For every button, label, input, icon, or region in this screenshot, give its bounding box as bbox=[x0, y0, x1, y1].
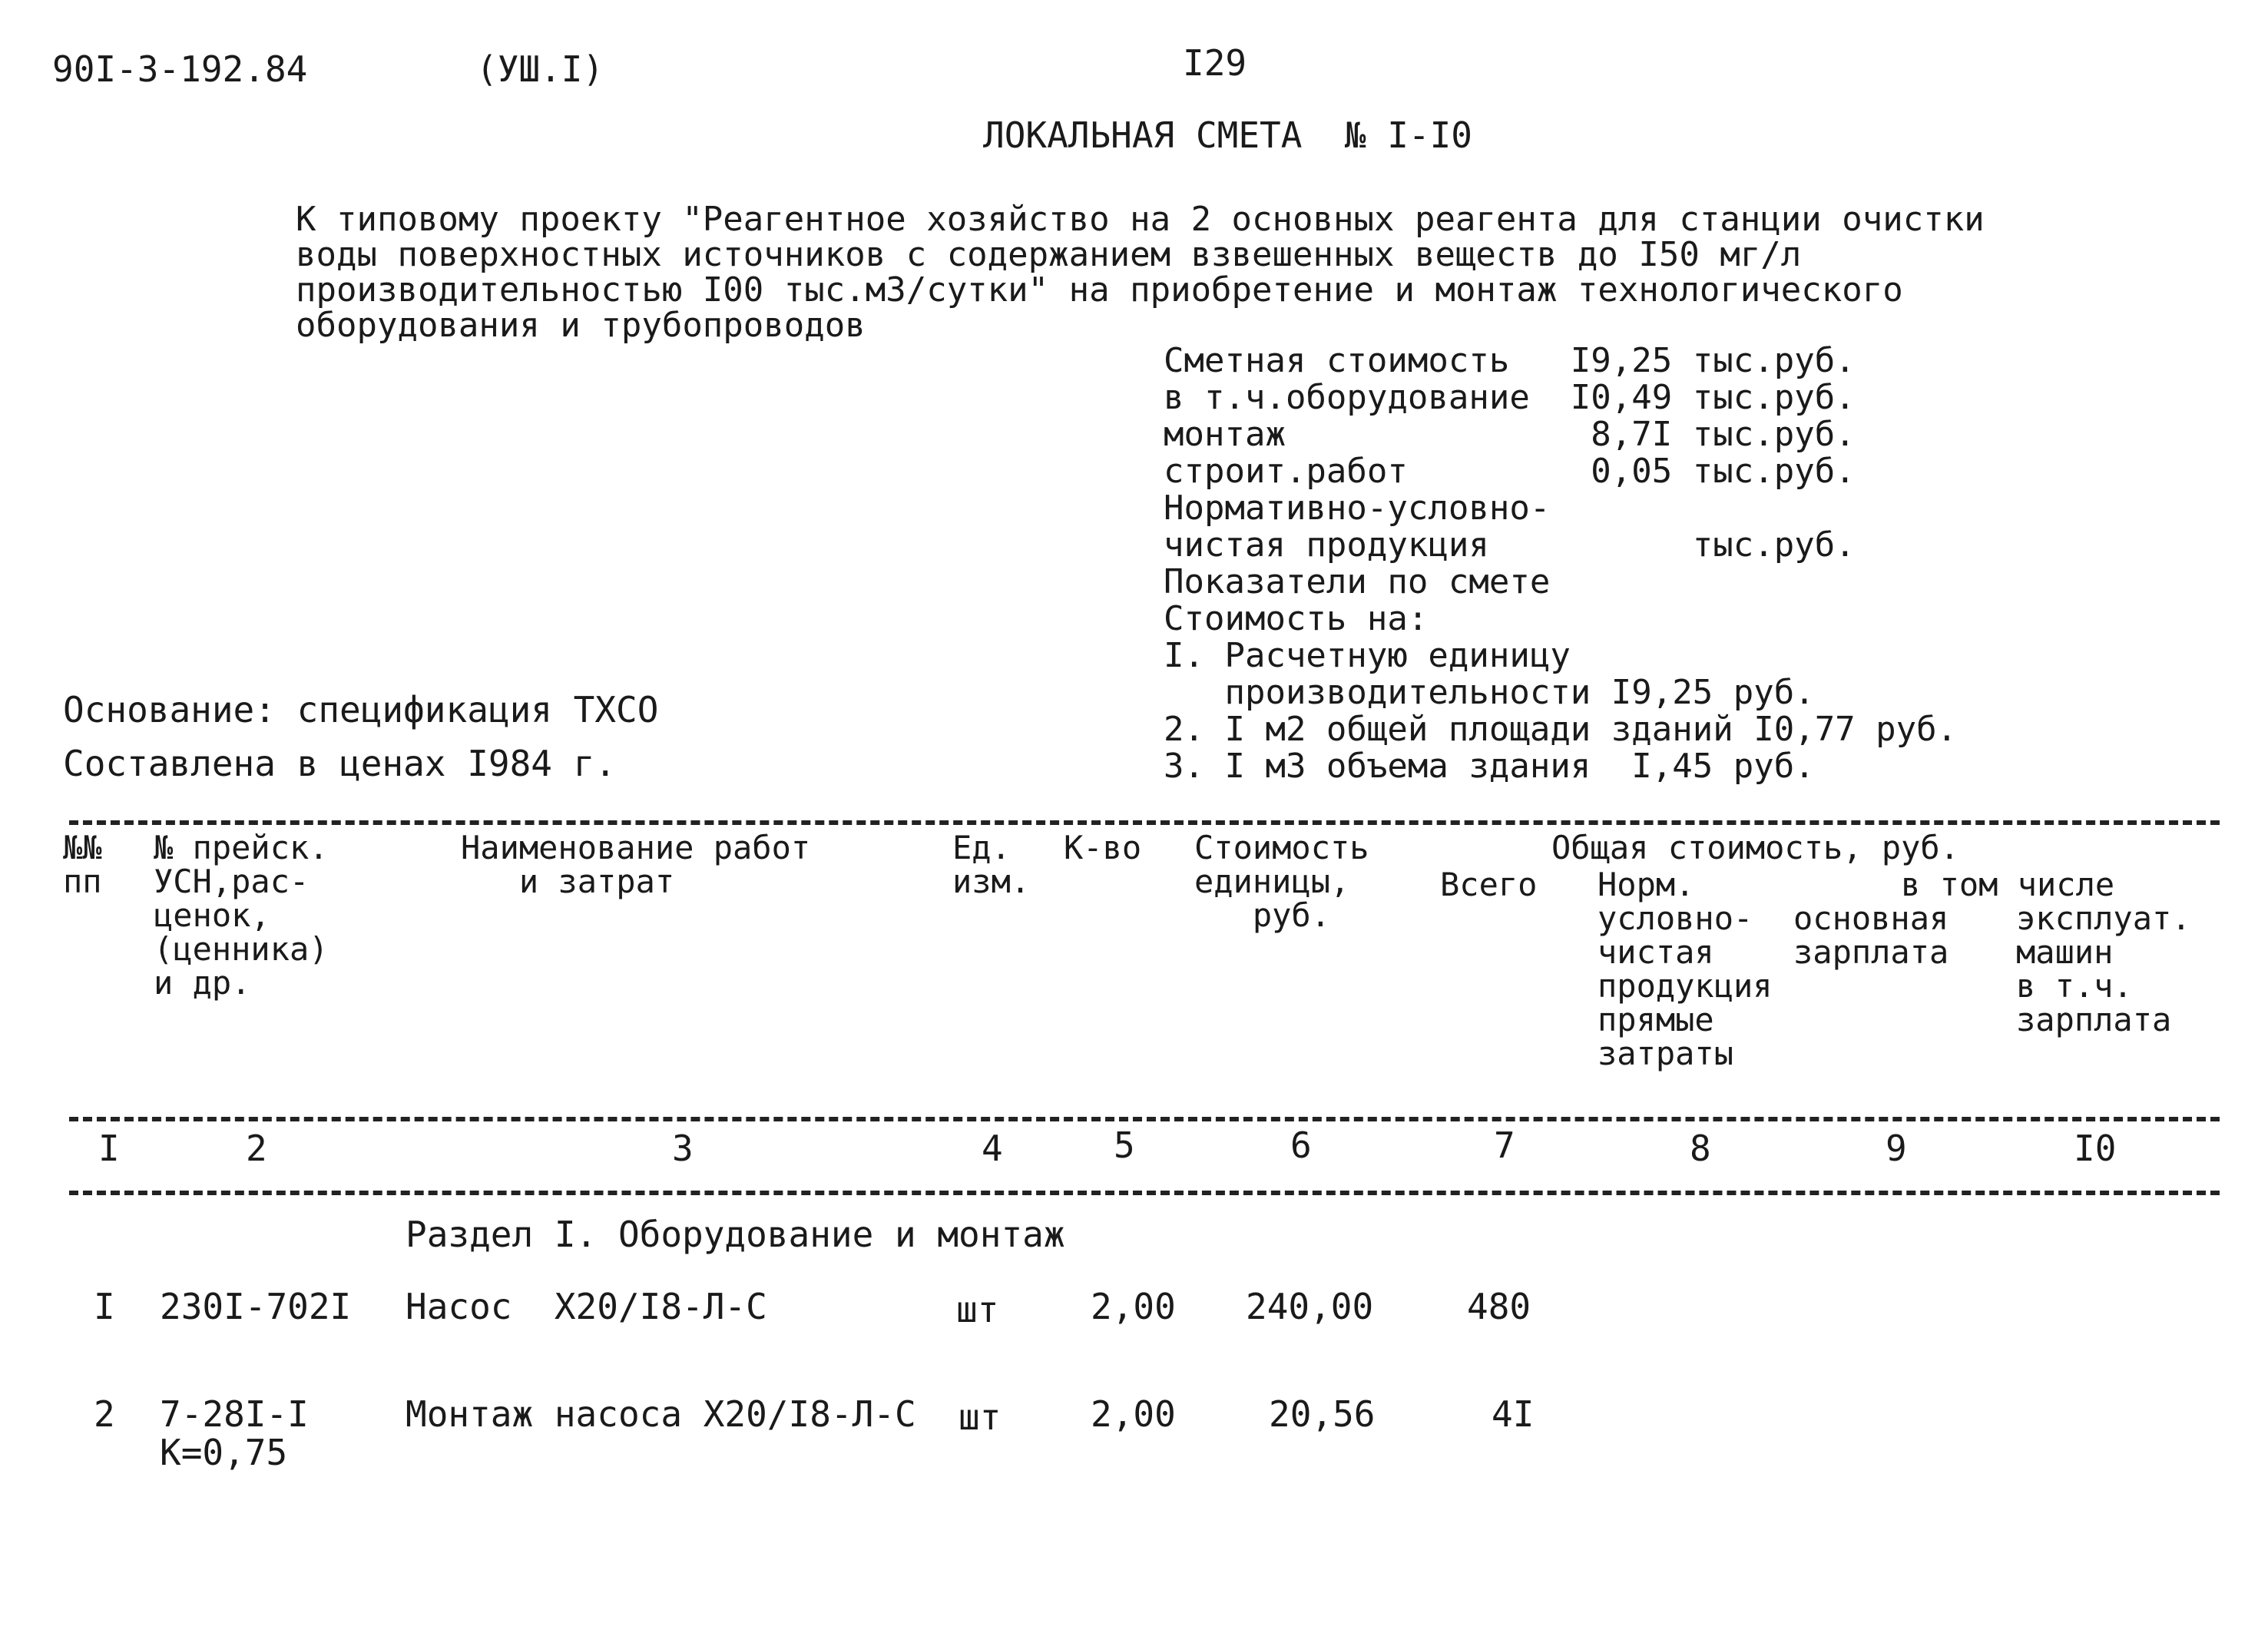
column-number: I0 bbox=[2074, 1128, 2117, 1169]
row-unit-price: 240,00 bbox=[1246, 1286, 1374, 1327]
document-title: ЛОКАЛЬНАЯ СМЕТА № I-I0 bbox=[983, 114, 1472, 156]
summary-line: Нормативно-условно- bbox=[1164, 489, 1551, 528]
header-col-3: Наименование работ и затрат bbox=[461, 829, 811, 900]
row-price-code: 230I-702I bbox=[160, 1286, 352, 1327]
intro-line: производительностью I00 тыс.м3/сутки" на приобретение и монтаж технологического bbox=[296, 270, 1903, 310]
row-unit: шт bbox=[959, 1396, 1002, 1438]
column-number: 3 bbox=[672, 1128, 694, 1169]
summary-line: Показатели по смете bbox=[1164, 562, 1551, 601]
intro-line: оборудования и трубопроводов bbox=[296, 306, 866, 345]
row-total: 480 bbox=[1467, 1286, 1531, 1327]
column-number: 9 bbox=[1886, 1128, 1907, 1169]
summary-line: Сметная стоимость I9,25 тыс.руб. bbox=[1164, 341, 1856, 380]
header-col-1: №№ пп bbox=[63, 829, 102, 900]
header-col-4: Ед. изм. bbox=[952, 829, 1031, 900]
summary-line: строит.работ 0,05 тыс.руб. bbox=[1164, 452, 1856, 491]
column-numbers-top-rule bbox=[69, 1117, 2220, 1121]
header-col-6: Стоимость единицы, руб. bbox=[1194, 829, 1369, 934]
intro-line: воды поверхностных источников с содержанием взвешенных веществ до I50 мг/л bbox=[296, 235, 1802, 274]
section-title: Раздел I. Оборудование и монтаж bbox=[406, 1214, 1065, 1255]
row-unit-price: 20,56 bbox=[1269, 1393, 1376, 1435]
row-number: I bbox=[94, 1286, 115, 1327]
row-name: Монтаж насоса Х20/I8-Л-С bbox=[406, 1393, 916, 1435]
header-subgroup: в том числе bbox=[1901, 866, 2115, 903]
basis-line: Основание: спецификация ТХСО bbox=[63, 689, 659, 730]
column-number: 6 bbox=[1290, 1125, 1312, 1166]
document-code: 90I-3-192.84 bbox=[52, 48, 308, 90]
column-numbers-bottom-rule bbox=[69, 1191, 2220, 1195]
album-number: (УШ.I) bbox=[476, 48, 604, 90]
column-number: I bbox=[98, 1128, 120, 1169]
header-col-8: Норм. условно- чистая продукция прямые затраты bbox=[1598, 866, 1773, 1072]
header-group-total: Общая стоимость, руб. bbox=[1551, 829, 1960, 866]
row-name: Насос Х20/I8-Л-С bbox=[406, 1286, 767, 1327]
column-number: 7 bbox=[1494, 1125, 1515, 1166]
summary-line: монтаж 8,7I тыс.руб. bbox=[1164, 415, 1856, 454]
column-number: 2 bbox=[246, 1128, 267, 1169]
header-col-2: № прейск. УСН,рас- ценок, (ценника) и др. bbox=[154, 829, 329, 1002]
summary-line: Стоимость на: bbox=[1164, 599, 1429, 638]
summary-line: производительности I9,25 руб. bbox=[1164, 673, 1815, 712]
row-price-code: 7-28I-I К=0,75 bbox=[160, 1393, 309, 1473]
column-number: 8 bbox=[1690, 1128, 1711, 1169]
row-number: 2 bbox=[94, 1393, 115, 1435]
summary-line: чистая продукция тыс.руб. bbox=[1164, 525, 1856, 565]
header-col-5: К-во bbox=[1064, 829, 1142, 866]
column-number: 5 bbox=[1114, 1125, 1135, 1166]
header-col-10: эксплуат. машин в т.ч. зарплата bbox=[2016, 899, 2191, 1038]
summary-line: I. Расчетную единицу bbox=[1164, 636, 1571, 675]
summary-line: в т.ч.оборудование I0,49 тыс.руб. bbox=[1164, 378, 1856, 417]
intro-line: К типовому проекту "Реагентное хозяйство на 2 основных реагента для станции очистки bbox=[296, 200, 1985, 239]
summary-line: 3. I м3 объема здания I,45 руб. bbox=[1164, 747, 1815, 786]
column-number: 4 bbox=[982, 1128, 1003, 1169]
page-number: I29 bbox=[1183, 42, 1247, 84]
header-col-9: основная зарплата bbox=[1793, 899, 1949, 971]
summary-line: 2. I м2 общей площади зданий I0,77 руб. bbox=[1164, 710, 1958, 749]
header-col-7: Всего bbox=[1440, 866, 1538, 903]
table-top-rule bbox=[69, 820, 2220, 825]
price-year-line: Составлена в ценах I984 г. bbox=[63, 743, 617, 784]
row-unit: шт bbox=[956, 1289, 999, 1330]
row-quantity: 2,00 bbox=[1091, 1286, 1176, 1327]
row-total: 4I bbox=[1492, 1393, 1535, 1435]
row-quantity: 2,00 bbox=[1091, 1393, 1176, 1435]
